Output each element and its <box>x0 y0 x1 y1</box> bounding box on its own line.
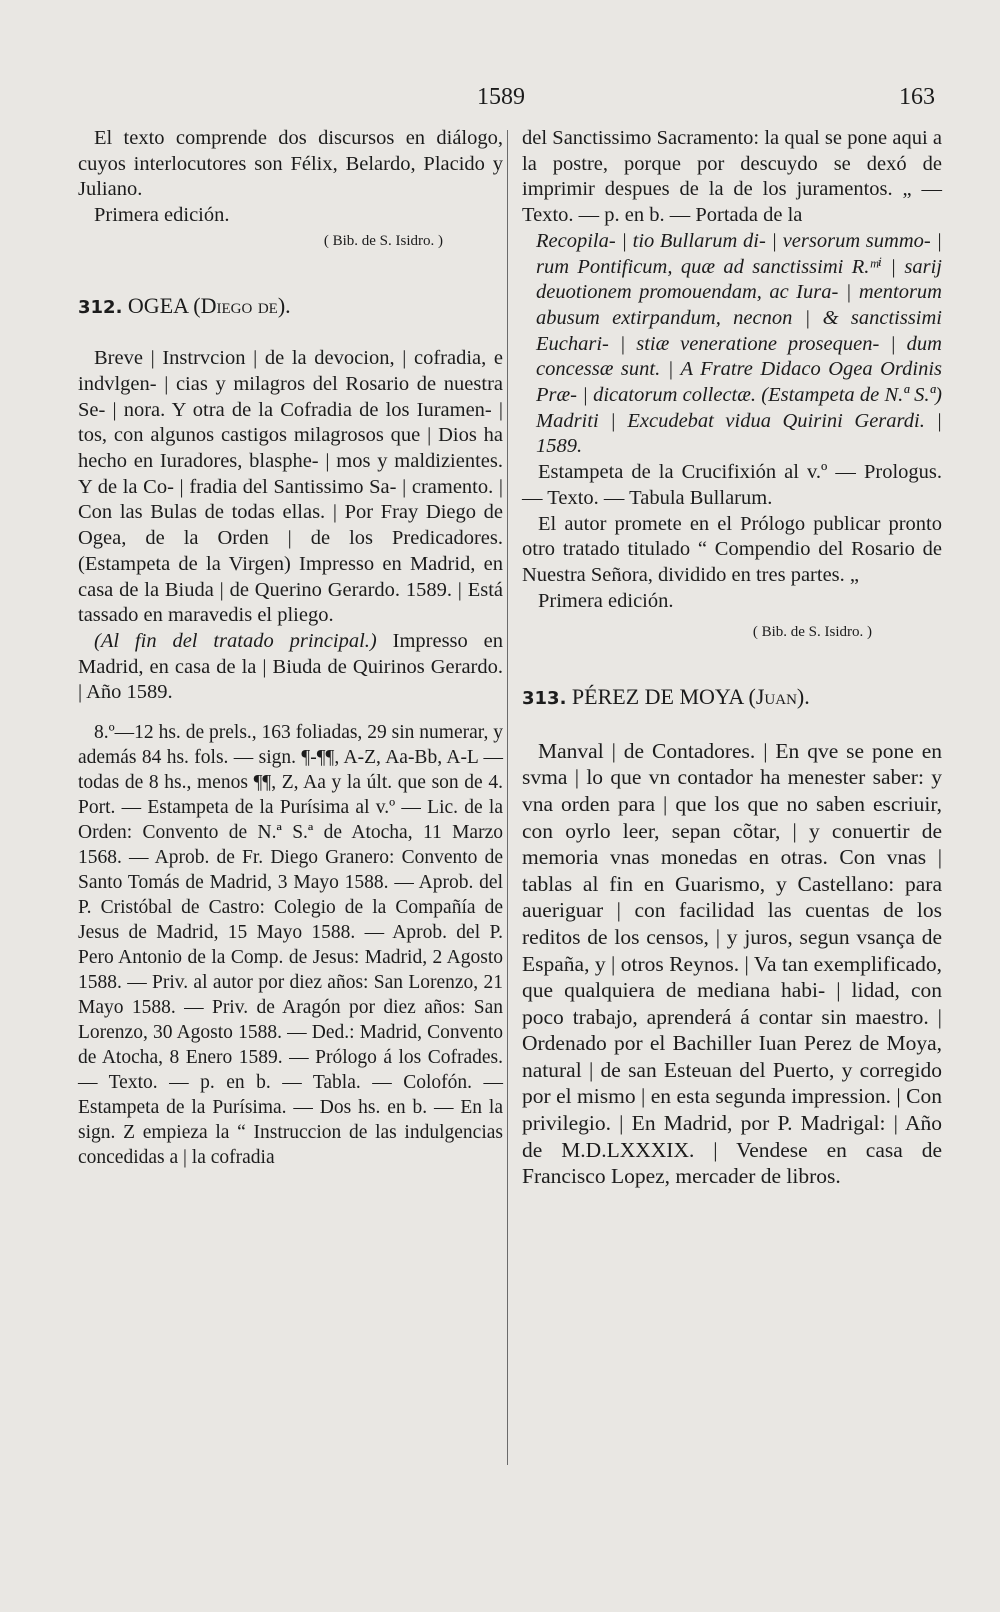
right-column <box>522 126 942 1190</box>
intro-edition: Primera edición. <box>94 204 230 227</box>
intro-paragraph: El texto comprende dos discursos en diálogo, cuyos interlocutores son Félix, Belardo, Placido y Juliano. <box>78 127 503 201</box>
page-number: 163 <box>899 84 935 110</box>
running-header <box>60 84 940 120</box>
continuation-note: El autor promete en el Prólogo publicar pronto otro tratado titulado “ Compendio del Rosario de Nuestra Señora, dividido en tres partes. „ <box>522 512 942 586</box>
entry-312-heading <box>78 293 503 321</box>
column-divider <box>507 130 508 1465</box>
left-column <box>78 126 503 1170</box>
continuation-edition: Primera edición. <box>538 589 674 612</box>
continuation-text: del Sanctissimo Sacramento: la qual se pone aqui a la postre, porque por descuydo se dexó de imprimir despues de la de los juramentos. „ — Texto. — p. en b. — Portada de la <box>522 127 942 227</box>
entry-312-author: OGEA (Diego de). <box>127 292 291 318</box>
entry-313-title: Manval | de Contadores. | En qve se pone en svma | lo que vn contador ha menester saber: y vna orden para | que los que no saben escriuir, con oyrlo leer, sepan cõtar, | y conuertir de memoria vnas monedas en otras. Con vnas | tablas al fin en Guarismo, y Castellano: para aueriguar | con facilidad las cuentas de los reditos de los censos, | y juros, segun vsança de España, y | otros Reynos. | Va tan exemplificado, que qualquiera de mediana habi- | lidad, con poco trabajo, aprenderá á contar sin maestro. | Ordenado por el Bachiller Iuan Perez de Moya, natural | de san Esteuan del Puerto, y corregido por el mismo | en esta segunda impression. | Con privilegio. | En Madrid, por P. Madrigal: | Año de M.D.LXXXIX. | Vendese en casa de Francisco Lopez, mercader de libros. <box>522 738 942 1189</box>
recopilatio-title <box>522 229 942 460</box>
entry-312-number: 312. <box>78 296 123 318</box>
entry-313-number: 313. <box>522 688 567 710</box>
entry-313-heading <box>522 684 942 712</box>
continuation-contents: Estampeta de la Crucifixión al v.º — Prologus. — Texto. — Tabula Bullarum. <box>522 461 942 509</box>
intro-source: ( Bib. de S. Isidro. ) <box>323 232 443 249</box>
recopilatio-title-text: Recopila- | tio Bullarum di- | versorum summo- | rum Pontificum, quæ ad sanctissimi R.ᵐⁱ | sarij deuotionem promouendam, ac Iura- | mentorum abusum extirpandum, necnon | & sanctissimi Euchari- | stiæ veneratione prosequen- | dum concessæ sunt. | A Fratre Didaco Ogea Ordinis Præ- | dicatorum collectæ. (Estampeta de N.ª S.ª) Madriti | Excudebat vidua Quirini Gerardi. | 1589. <box>536 229 942 458</box>
entry-313-author: PÉREZ DE MOYA (Juan). <box>571 684 810 710</box>
entry-312-description: 8.º—12 hs. de prels., 163 foliadas, 29 sin numerar, y además 84 hs. fols. — sign. ¶-¶¶, A-Z, Aa-Bb, A-L — todas de 8 hs., menos ¶¶, Z, Aa y la últ. que son de 4. Port. — Estampeta de la Purísima al v.º — Lic. de la Orden: Convento de N.ª S.ª de Atocha, 11 Marzo 1568. — Aprob. de Fr. Diego Granero: Convento de Santo Tomás de Madrid, 3 Mayo 1588. — Aprob. del P. Cristóbal de Castro: Colegio de la Compañía de Jesus de Madrid, 15 Mayo 1588. — Aprob. del P. Pero Antonio de la Comp. de Jesus: Madrid, 2 Agosto 1588. — Priv. al autor por diez años: San Lorenzo, 21 Mayo 1588. — Priv. de Aragón por diez años: San Lorenzo, 30 Agosto 1588. — Ded.: Madrid, Convento de Atocha, 8 Enero 1589. — Prólogo á los Cofrades. — Texto. — p. en b. — Tabla. — Colofón. — Estampeta de la Purísima. — Dos hs. en b. — En la sign. Z empieza la “ Instruccion de las indulgencias concedidas a | la cofradia <box>78 722 503 1169</box>
entry-312-colophon: Impresso en Madrid, en casa de la | Biuda de Quirinos Gerardo. | Año 1589. <box>78 629 504 704</box>
entry-312-colophon-note: (Al fin del tratado principal.) <box>94 629 377 652</box>
entry-312-title: Breve | Instrvcion | de la devocion, | cofradia, e indvlgen- | cias y milagros del Rosario de nuestra Se- | nora. Y otra de la Cofradia de los Iuramen- | tos, con algunos castigos milagrosos que | Dios ha hecho en Iuradores, blasphe- | mos y maldizientes. Y de la Co- | fradia del Santissimo Sa- | cramento. | Con las Bulas de todas ellas. | Por Fray Diego de Ogea, de la Orden | de los Predicadores. (Estampeta de la Virgen) Impresso en Madrid, en casa de la Biuda | de Querino Gerardo. 1589. | Está tassado en maravedis el pliego. <box>78 347 503 627</box>
header-year: 1589 <box>477 84 525 110</box>
entry-312-colophon-block <box>78 629 503 706</box>
continuation-source: ( Bib. de S. Isidro. ) <box>752 624 872 641</box>
